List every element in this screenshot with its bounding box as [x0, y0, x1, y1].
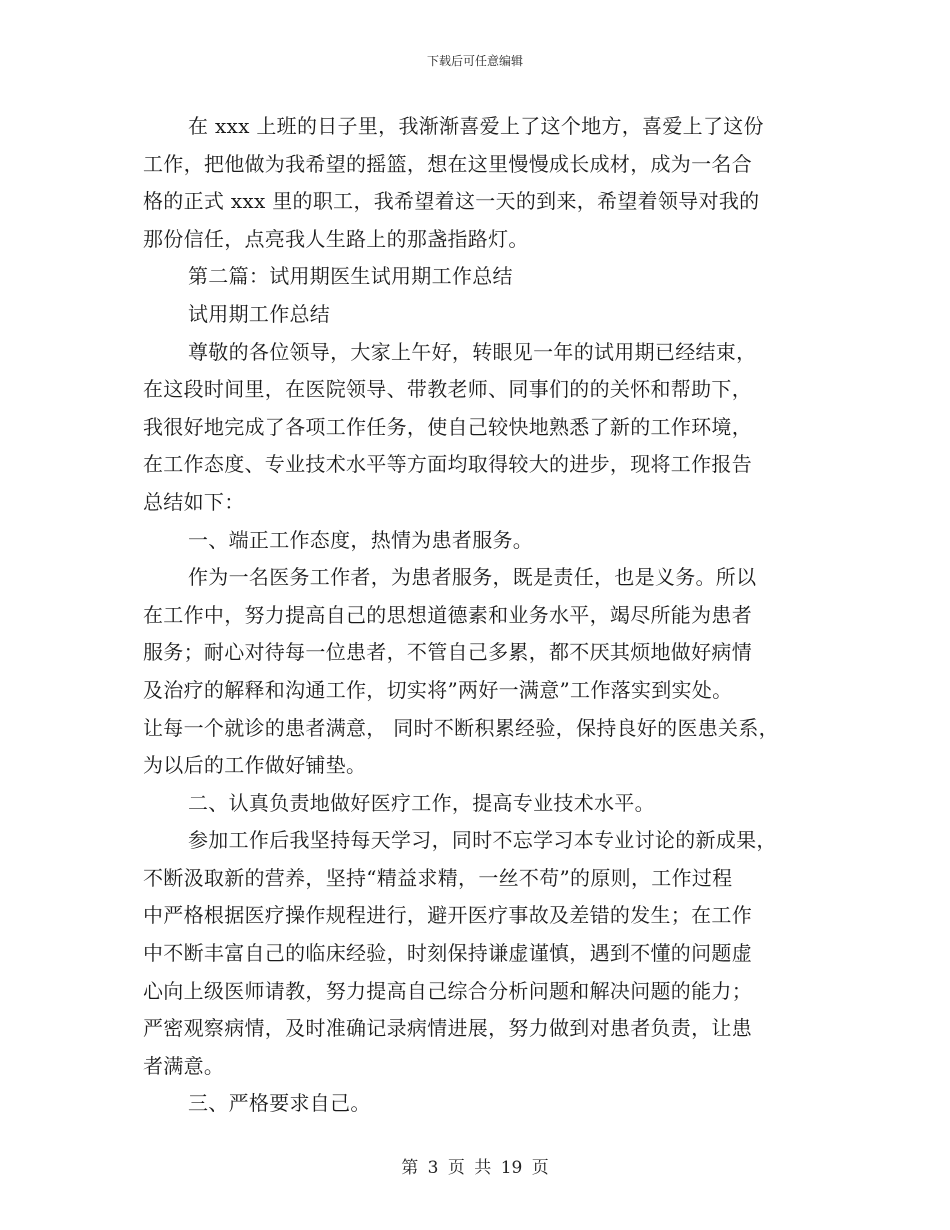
text-line: 那份信任，点亮我人生路上的那盏指路灯。: [143, 226, 529, 251]
text-line: 在 xxx 上班的日子里，我渐渐喜爱上了这个地方，喜爱上了这份: [188, 114, 764, 138]
text-line: 第二篇：试用期医生试用期工作总结: [188, 264, 513, 289]
text-line: 试用期工作总结: [188, 301, 331, 326]
text-line: 工作，把他做为我希望的摇篮，想在这里慢慢成长成材，成为一名合: [143, 151, 752, 176]
text-line: 格的正式 xxx 里的职工，我希望着这一天的到来，希望着领导对我的: [143, 189, 760, 214]
text-line: 中不断丰富自己的临床经验，时刻保持谦虚谨慎，遇到不懂的问题虚: [143, 941, 752, 966]
text-line: 三、严格要求自己。: [188, 1091, 371, 1116]
text-line: 服务；耐心对待每一位患者，不管自己多累，都不厌其烦地做好病情: [143, 640, 752, 665]
text-line: 在这段时间里，在医院领导、带教老师、同事们的的关怀和帮助下，: [143, 377, 752, 402]
page-number-footer: 第 3 页 共 19 页: [401, 1158, 549, 1178]
text-line: 作为一名医务工作者，为患者服务，既是责任，也是义务。所以: [188, 565, 757, 590]
text-line: 者满意。: [143, 1053, 225, 1078]
text-line: 在工作态度、专业技术水平等方面均取得较大的进步，现将工作报告: [143, 452, 752, 477]
text-line: 二、认真负责地做好医疗工作，提高专业技术水平。: [188, 790, 655, 815]
text-line: 尊敬的各位领导，大家上午好，转眼见一年的试用期已经结束，: [188, 339, 757, 364]
page-header-note: 下载后可任意编辑: [426, 54, 523, 68]
text-line: 参加工作后我坚持每天学习，同时不忘学习本专业讨论的新成果，: [188, 828, 777, 853]
text-line: 在工作中，努力提高自己的思想道德素和业务水平，竭尽所能为患者: [143, 602, 752, 627]
text-line: 中严格根据医疗操作规程进行，避开医疗事故及差错的发生；在工作: [143, 903, 752, 928]
text-line: 不断汲取新的营养，坚持“精益求精，一丝不苟”的原则，工作过程: [143, 865, 733, 890]
text-line: 一、端正工作态度，热情为患者服务。: [188, 527, 534, 552]
document-body: [143, 108, 815, 1123]
text-line: 心向上级医师请教，努力提高自己综合分析问题和解决问题的能力；: [143, 978, 752, 1003]
text-line: 严密观察病情，及时准确记录病情进展，努力做到对患者负责，让患: [143, 1016, 752, 1041]
text-line: 让每一个就诊的患者满意， 同时不断积累经验，保持良好的医患关系，: [143, 715, 779, 740]
text-line: 及治疗的解释和沟通工作，切实将”两好一满意”工作落实到实处。: [143, 677, 733, 702]
text-line: 我很好地完成了各项工作任务，使自己较快地熟悉了新的工作环境，: [143, 414, 752, 439]
text-line: 总结如下：: [143, 489, 245, 514]
text-line: 为以后的工作做好铺垫。: [143, 753, 367, 778]
